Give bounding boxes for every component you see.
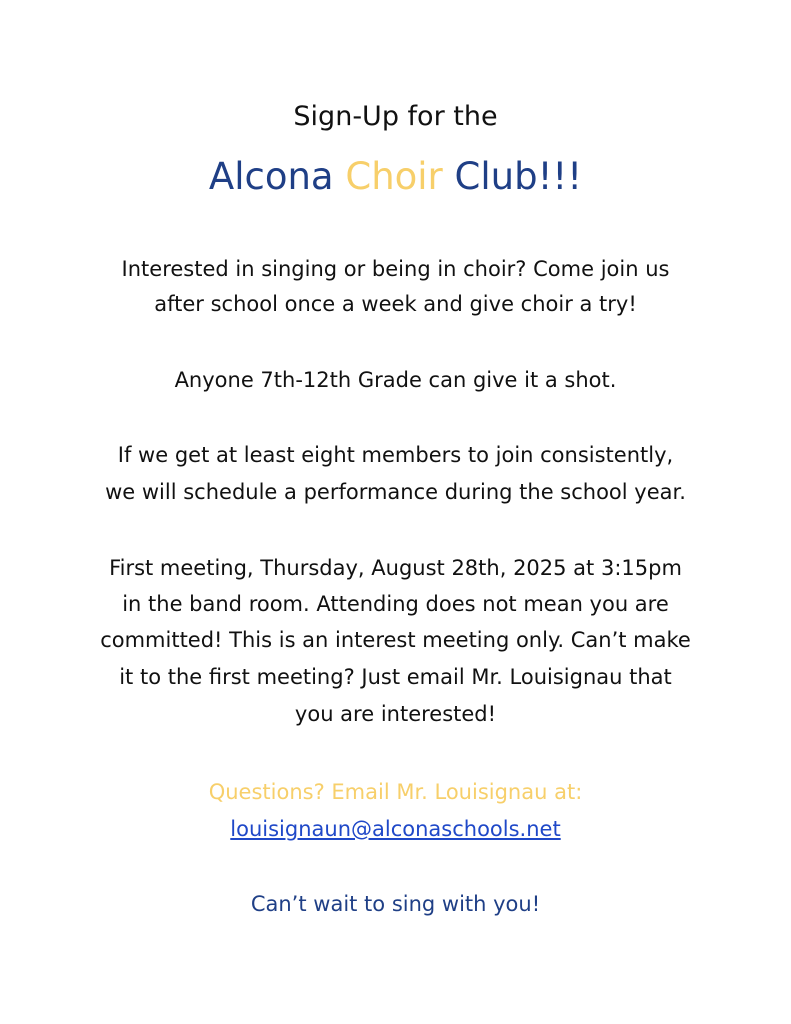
meeting-line-3: committed! This is an interest meeting only. Can’t make [100,628,691,652]
performance-line-1: If we get at least eight members to join consistently, [117,443,674,467]
eligibility-text: Anyone 7th-12th Grade can give it a shot. [174,368,617,392]
performance-line-2: we will schedule a performance during the school year. [105,480,686,504]
email-row [0,815,791,843]
closing-text: Can’t wait to sing with you! [250,892,541,916]
meeting-line-5: you are interested! [294,702,497,726]
meeting-line-1: First meeting, Thursday, August 28th, 2025 at 3:15pm [109,556,682,580]
title-alcona: Alcona [208,155,334,198]
meeting-line-2: in the band room. Attending does not mean you are [122,592,669,616]
title-club: Club!!! [454,155,583,198]
intro-line-1: Interested in singing or being in choir? Come join us [121,257,670,281]
flyer-title [0,154,791,200]
intro-line-2: after school once a week and give choir a try! [154,292,637,316]
flyer-subtitle: Sign-Up for the [293,101,498,132]
questions-text: Questions? Email Mr. Louisignau at: [208,780,583,804]
email-link[interactable]: louisignaun@alconaschools.net [230,817,561,841]
meeting-line-4: it to the first meeting? Just email Mr. Louisignau that [119,665,672,689]
title-choir: Choir [345,155,443,198]
